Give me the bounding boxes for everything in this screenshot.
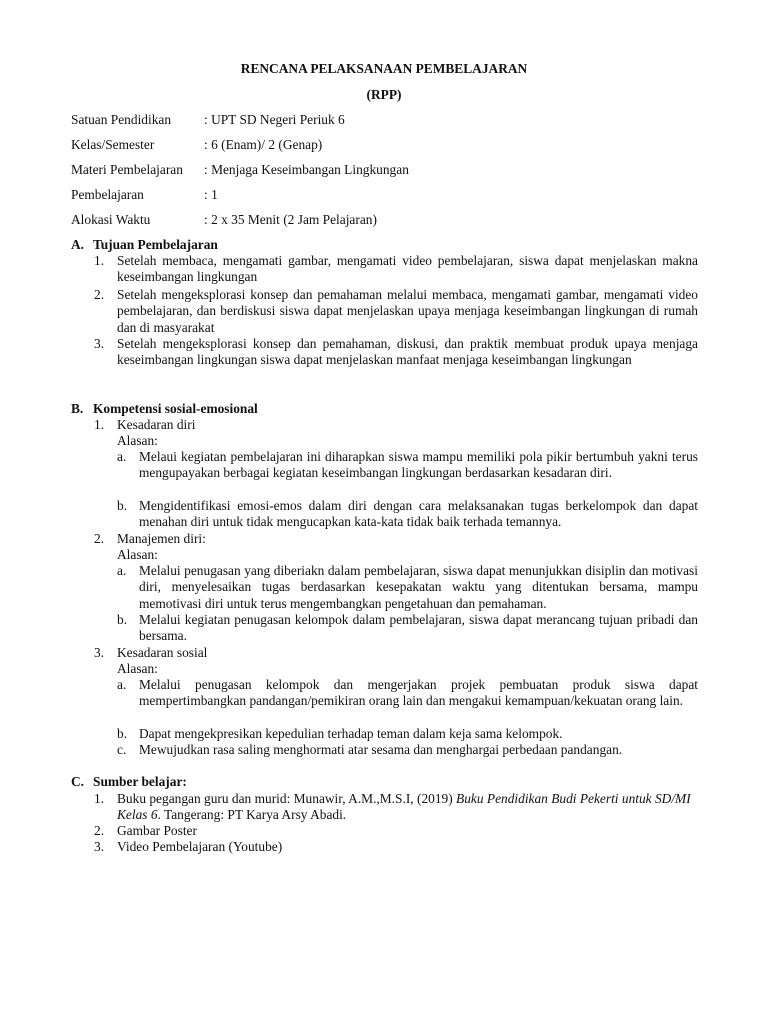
section-title: Kompetensi sosial-emosional	[93, 401, 258, 416]
competency-title: Kesadaran sosial	[117, 645, 208, 660]
sub-item: Melaui kegiatan pembelajaran ini diharapkan siswa mampu memiliki pola pikir bertumbuh yakni terus mengupayakan berbagai kegiatan keseimbangan lingkungan berdasarkan kesadaran diri.	[139, 449, 698, 481]
list-number: 1.	[94, 417, 105, 432]
sub-letter: b.	[117, 498, 128, 513]
list-number: 3.	[94, 645, 105, 660]
info-value: : Menjaga Keseimbangan Lingkungan	[204, 162, 409, 177]
document-title: RENCANA PELAKSANAAN PEMBELAJARAN	[240, 61, 528, 76]
sub-letter: b.	[117, 612, 128, 627]
sub-letter: c.	[117, 742, 127, 757]
info-label: Satuan Pendidikan	[71, 112, 172, 127]
info-label: Pembelajaran	[71, 187, 144, 202]
list-number: 1.	[94, 253, 105, 268]
competency-title: Manajemen diri:	[117, 531, 206, 546]
list-item	[117, 791, 698, 824]
alasan-label: Alasan:	[117, 661, 158, 676]
sub-letter: a.	[117, 563, 127, 578]
list-item: Video Pembelajaran (Youtube)	[117, 839, 283, 854]
list-item: Setelah mengeksplorasi konsep dan pemahaman, diskusi, dan praktik membuat produk upaya menjaga keseimbangan lingkungan siswa dapat menjelaskan manfaat menjaga keseimbangan lingkungan	[117, 336, 698, 368]
section-letter: B.	[71, 401, 84, 416]
info-label: Kelas/Semester	[71, 137, 155, 152]
competency-title: Kesadaran diri	[117, 417, 196, 432]
source-text: . Tangerang: PT Karya Arsy Abadi.	[157, 807, 347, 823]
info-value: : UPT SD Negeri Periuk 6	[204, 112, 345, 127]
sub-item: Melalui penugasan kelompok dan mengerjakan projek pembuatan produk siswa dapat mempertimbangkan pandangan/pemikiran orang lain dan mengakui kemampuan/kekuatan orang lain.	[139, 677, 698, 709]
sub-item: Melalui penugasan yang diberiakn dalam pembelajaran, siswa dapat menunjukkan disiplin dan motivasi diri, menyelesaikan tugas berdasarkan kesepakatan waktu yang ditentukan bersama, mampu memotivasi diri untuk terus mengembangkan pengetahuan dan pemahaman.	[139, 563, 698, 611]
section-title: Sumber belajar:	[93, 774, 187, 789]
list-number: 2.	[94, 823, 105, 838]
list-number: 1.	[94, 791, 105, 806]
sub-letter: b.	[117, 726, 128, 741]
sub-item: Mewujudkan rasa saling menghormati atar sesama dan menghargai perbedaan pandangan.	[139, 742, 623, 757]
alasan-label: Alasan:	[117, 433, 158, 448]
document-subtitle: (RPP)	[366, 87, 402, 102]
info-value: : 1	[204, 187, 218, 202]
info-label: Alokasi Waktu	[71, 212, 151, 227]
sub-item: Melalui kegiatan penugasan kelompok dalam pembelajaran, siswa dapat merancang tujuan pribadi dan bersama.	[139, 612, 698, 644]
list-number: 2.	[94, 531, 105, 546]
alasan-label: Alasan:	[117, 547, 158, 562]
section-letter: C.	[71, 774, 85, 789]
sub-letter: a.	[117, 449, 127, 464]
section-letter: A.	[71, 237, 85, 252]
sub-letter: a.	[117, 677, 127, 692]
info-value: : 6 (Enam)/ 2 (Genap)	[204, 137, 323, 152]
list-item: Setelah membaca, mengamati gambar, mengamati video pembelajaran, siswa dapat menjelaskan makna keseimbangan lingkungan	[117, 253, 698, 285]
list-item: Setelah mengeksplorasi konsep dan pemahaman melalui membaca, mengamati gambar, mengamati video pembelajaran, dan berdiskusi siswa dapat menjelaskan upaya menjaga keseimbangan lingkungan di rumah dan di masyarakat	[117, 287, 698, 335]
info-label: Materi Pembelajaran	[71, 162, 183, 177]
list-number: 2.	[94, 287, 105, 302]
book-title: Buku Pendidikan Budi Pekerti untuk SD/MI Kelas 6	[117, 791, 691, 823]
list-number: 3.	[94, 336, 105, 351]
sub-item: Dapat mengekpresikan kepedulian terhadap teman dalam keja sama kelompok.	[139, 726, 563, 741]
section-title: Tujuan Pembelajaran	[93, 237, 218, 252]
sub-item: Mengidentifikasi emosi-emos dalam diri dengan cara melaksanakan tugas berkelompok dan dapat menahan diri untuk tidak mengucapkan kata-kata tidak baik terhada temannya.	[139, 498, 698, 530]
list-number: 3.	[94, 839, 105, 854]
info-value: : 2 x 35 Menit (2 Jam Pelajaran)	[204, 212, 377, 227]
source-text: Buku pegangan guru dan murid: Munawir, A.M.,M.S.I, (2019)	[117, 791, 457, 806]
list-item: Gambar Poster	[117, 823, 197, 838]
